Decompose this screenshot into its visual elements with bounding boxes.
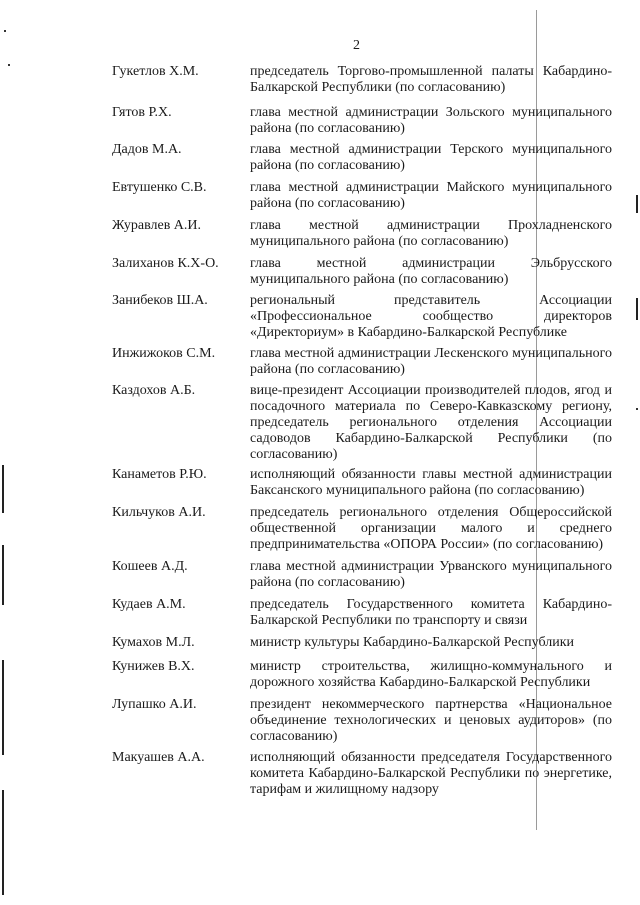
member-name: Кудаев А.М. [112,597,186,612]
member-position: министр культуры Кабардино-Балкарской Республики [250,635,574,650]
member-name: Залиханов К.Х-О. [112,256,219,271]
member-position: региональный представитель Ассоциации «Профессиональное сообщество директоров «Директориум» в Кабардино-Балкарской Республике [250,293,612,340]
member-name: Кумахов М.Л. [112,635,195,650]
member-name: Гятов Р.Х. [112,105,172,120]
member-position: председатель регионального отделения Общероссийской общественной организации малого и среднего предпринимательства «ОПОРА России» (по согласованию) [250,505,612,552]
member-name: Евтушенко С.В. [112,180,207,195]
page-number: 2 [353,38,360,53]
member-name: Занибеков Ш.А. [112,293,208,308]
member-position: глава местной администрации Терского муниципального района (по согласованию) [250,142,612,173]
member-position: глава местной администрации Майского муниципального района (по согласованию) [250,180,612,211]
member-position: председатель Торгово-промышленной палаты Кабардино-Балкарской Республики (по согласованию) [250,64,612,95]
member-position: исполняющий обязанности главы местной администрации Баксанского муниципального района (по согласованию) [250,467,612,498]
member-position: глава местной администрации Лескенского муниципального района (по согласованию) [250,346,612,377]
member-position: глава местной администрации Прохладненского муниципального района (по согласованию) [250,218,612,249]
member-name: Кунижев В.Х. [112,659,195,674]
member-position: президент некоммерческого партнерства «Национальное объединение технологических и ценовых аудиторов» (по согласованию) [250,697,612,744]
member-position: вице-президент Ассоциации производителей плодов, ягод и посадочного материала по Северо-Кавказскому региону, председатель регионального отделения Ассоциации садоводов Кабардино-Балкарской Республики (по согласованию) [250,383,612,462]
member-position: исполняющий обязанности председателя Государственного комитета Кабардино-Балкарской Республики по энергетике, тарифам и жилищному надзору [250,750,612,797]
member-name: Кошеев А.Д. [112,559,188,574]
member-name: Макуашев А.А. [112,750,205,765]
member-name: Каздохов А.Б. [112,383,196,398]
member-position: министр строительства, жилищно-коммунального и дорожного хозяйства Кабардино-Балкарской Республики [250,659,612,690]
member-position: председатель Государственного комитета Кабардино-Балкарской Республики по транспорту и связи [250,597,612,628]
member-position: глава местной администрации Урванского муниципального района (по согласованию) [250,559,612,590]
member-name: Канаметов Р.Ю. [112,467,207,482]
member-position: глава местной администрации Эльбрусского муниципального района (по согласованию) [250,256,612,287]
member-name: Лупашко А.И. [112,697,197,712]
member-name: Гукетлов Х.М. [112,64,199,79]
member-name: Журавлев А.И. [112,218,202,233]
member-position: глава местной администрации Зольского муниципального района (по согласованию) [250,105,612,136]
member-name: Дадов М.А. [112,142,182,157]
member-name: Инжижоков С.М. [112,346,216,361]
member-name: Кильчуков А.И. [112,505,206,520]
